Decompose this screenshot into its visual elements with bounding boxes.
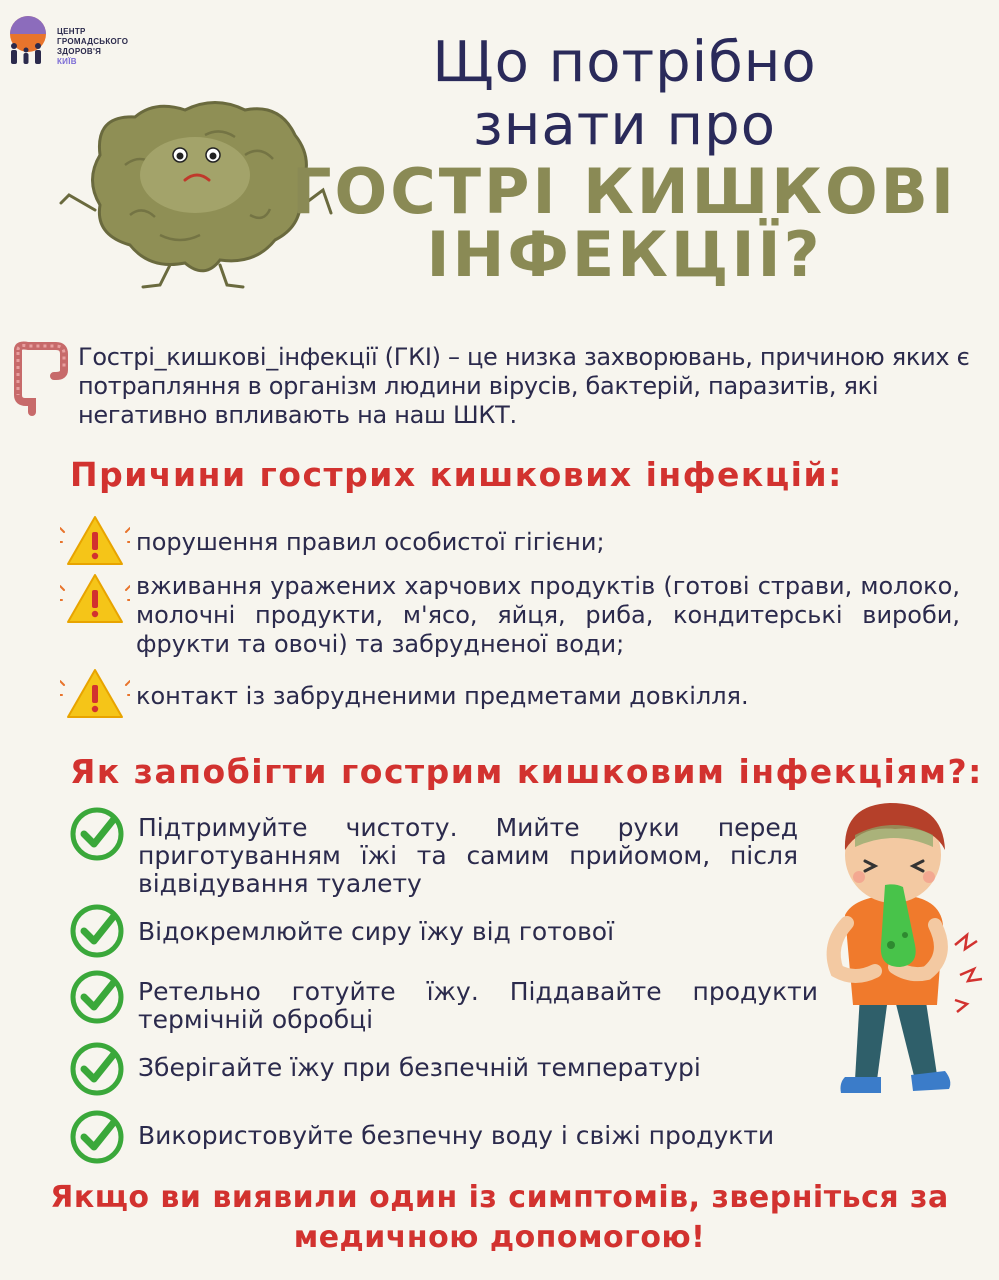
title-highlight: ІНФЕКЦІЇ? bbox=[426, 218, 823, 291]
org-name-line: ЦЕНТР bbox=[57, 27, 86, 36]
title-line: знати про bbox=[473, 93, 776, 158]
warning-triangle-icon bbox=[60, 665, 130, 725]
check-circle-icon bbox=[68, 805, 126, 863]
title-line: Що потрібно bbox=[432, 30, 817, 95]
prevention-text: Підтримуйте чистоту. Мийте руки перед приготуванням їжі та самим прийомом, після відвідування туалету bbox=[138, 813, 798, 898]
org-name-line: ЗДОРОВ'Я bbox=[57, 47, 102, 56]
prevention-text: Використовуйте безпечну воду і свіжі продукти bbox=[138, 1121, 775, 1150]
warning-triangle-icon bbox=[60, 512, 130, 572]
cause-item bbox=[60, 512, 970, 572]
intestine-icon bbox=[8, 340, 68, 420]
intro-paragraph: Гострі_кишкові_інфекції (ГКІ) – це низка захворювань, причиною яких є потрапляння в організм людини вірусів, бактерій, паразитів, які негативно впливають на наш ШКТ. bbox=[78, 343, 970, 429]
closing-line: Якщо ви виявили один із симптомів, зверніться за bbox=[50, 1180, 949, 1215]
check-circle-icon bbox=[68, 902, 126, 960]
closing-line: медичною допомогою! bbox=[293, 1220, 706, 1255]
warning-triangle-icon bbox=[60, 570, 130, 630]
prevention-text: Ретельно готуйте їжу. Піддавайте продукти термічній обробці bbox=[138, 977, 818, 1034]
prevention-text: Зберігайте їжу при безпечній температурі bbox=[138, 1053, 701, 1082]
causes-heading: Причини гострих кишкових інфекцій: bbox=[70, 455, 843, 494]
org-city: КИЇВ bbox=[57, 57, 77, 66]
org-name-line: ГРОМАДСЬКОГО bbox=[57, 37, 129, 46]
title-highlight: ГОСТРІ КИШКОВІ bbox=[292, 155, 957, 228]
check-circle-icon bbox=[68, 1040, 126, 1098]
cause-text: порушення правил особистої гігієни; bbox=[136, 528, 605, 556]
cause-item bbox=[60, 665, 970, 725]
check-circle-icon bbox=[68, 1108, 126, 1166]
closing-message bbox=[0, 1178, 999, 1258]
sick-child-icon bbox=[815, 795, 999, 1115]
prevention-heading: Як запобігти гострим кишковим інфекціям?: bbox=[70, 752, 983, 791]
cause-text: контакт із забрудненими предметами довкілля. bbox=[136, 682, 749, 710]
prevention-text: Відокремлюйте сиру їжу від готової bbox=[138, 917, 615, 946]
check-circle-icon bbox=[68, 968, 126, 1026]
cause-item bbox=[60, 570, 970, 660]
cause-text: вживання уражених харчових продуктів (готові страви, молоко, молочні продукти, м'ясо, яйця, риба, кондитерські вироби, фрукти та овочі) та забрудненої води; bbox=[136, 572, 960, 658]
